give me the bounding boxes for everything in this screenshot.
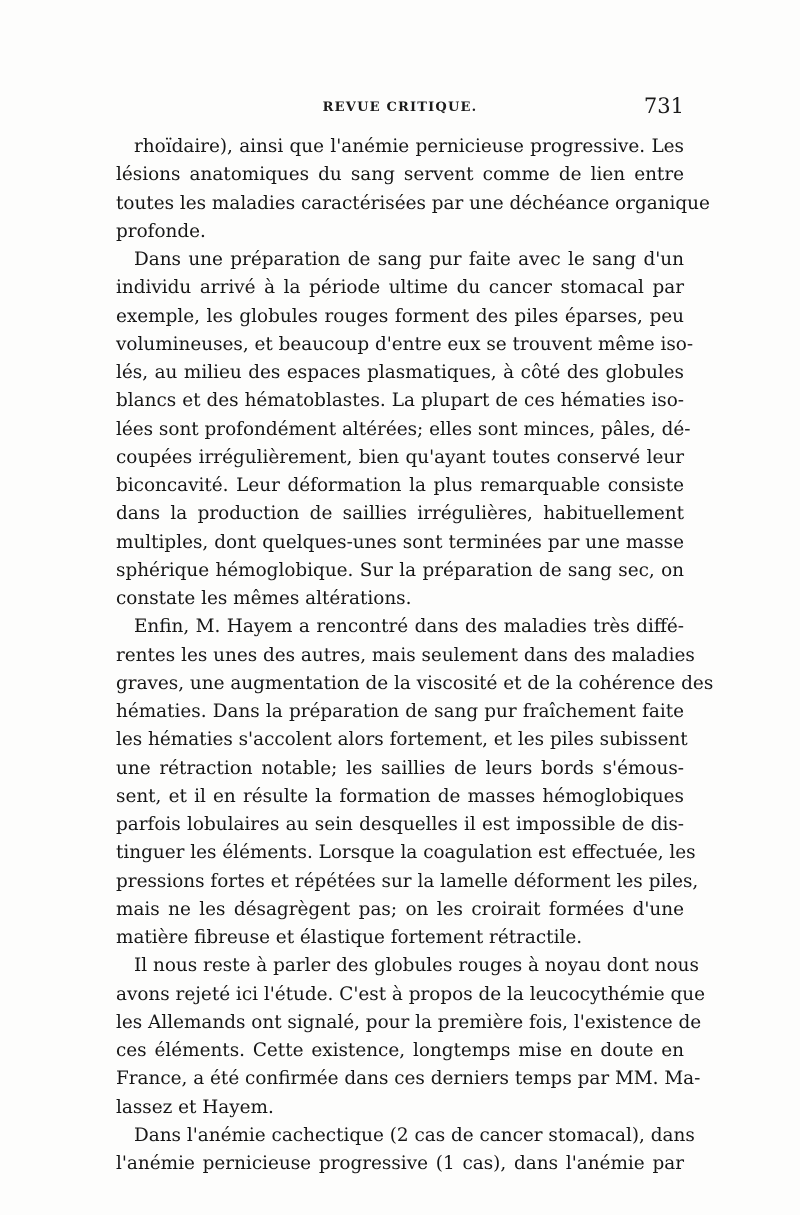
text-line: les hématies s'accolent alors fortement, et les piles subissent bbox=[116, 729, 688, 751]
text-line: lésions anatomiques du sang servent comme de lien entre bbox=[116, 164, 684, 186]
text-line: rhoïdaire), ainsi que l'anémie pernicieuse progressive. Les bbox=[134, 136, 684, 157]
text-line: matière fibreuse et élastique fortement rétractile. bbox=[116, 927, 583, 948]
running-title: REVUE CRITIQUE. bbox=[322, 100, 478, 115]
text-line: lés, au milieu des espaces plasmatiques, à côté des globules bbox=[116, 362, 684, 383]
text-line: lées sont profondément altérées; elles sont minces, pâles, dé- bbox=[116, 418, 691, 440]
text-line: les Allemands ont signalé, pour la première fois, l'existence de bbox=[116, 1011, 702, 1033]
text-line: Il nous reste à parler des globules rouges à noyau dont nous bbox=[134, 955, 699, 977]
text-line: coupées irrégulièrement, bien qu'ayant toutes conservé leur bbox=[116, 446, 684, 468]
body-text bbox=[116, 133, 714, 1178]
paragraph bbox=[116, 246, 694, 613]
text-line: multiples, dont quelques-unes sont terminées par une masse bbox=[116, 531, 684, 553]
paragraph bbox=[116, 133, 710, 246]
text-line: Dans une préparation de sang pur faite avec le sang d'un bbox=[134, 249, 684, 270]
text-line: graves, une augmentation de la viscosité et de la cohérence des bbox=[116, 672, 714, 694]
text-line: France, a été confirmée dans ces derniers temps par MM. Ma- bbox=[116, 1068, 701, 1090]
text-line: sphérique hémoglobique. Sur la préparation de sang sec, on bbox=[116, 559, 684, 581]
text-line: sent, et il en résulte la formation de masses hémoglobiques bbox=[116, 785, 684, 807]
paragraph bbox=[116, 613, 714, 952]
text-line: toutes les maladies caractérisées par une déchéance organique bbox=[116, 192, 710, 214]
text-line: Dans l'anémie cachectique (2 cas de cancer stomacal), dans bbox=[134, 1124, 695, 1146]
text-line: l'anémie pernicieuse progressive (1 cas), dans l'anémie par bbox=[116, 1153, 684, 1174]
text-line: exemple, les globules rouges forment des piles éparses, peu bbox=[116, 305, 684, 327]
text-line: dans la production de saillies irrégulières, habituellement bbox=[116, 503, 684, 525]
text-line: lassez et Hayem. bbox=[116, 1096, 274, 1118]
text-line: Enfin, M. Hayem a rencontré dans des maladies très diffé- bbox=[134, 616, 684, 638]
text-line: ces éléments. Cette existence, longtemps mise en doute en bbox=[116, 1040, 684, 1061]
text-line: blancs et des hématoblastes. La plupart de ces hématies iso- bbox=[116, 390, 684, 412]
paragraph bbox=[116, 1122, 695, 1179]
text-line: tinguer les éléments. Lorsque la coagulation est effectuée, les bbox=[116, 842, 696, 864]
text-line: profonde. bbox=[116, 220, 206, 242]
running-head bbox=[116, 94, 684, 124]
text-line: hématies. Dans la préparation de sang pur fraîchement faite bbox=[116, 701, 684, 722]
text-line: constate les mêmes altérations. bbox=[116, 588, 412, 609]
text-line: biconcavité. Leur déformation la plus remarquable consiste bbox=[116, 475, 684, 496]
text-line: avons rejeté ici l'étude. C'est à propos de la leucocythémie que bbox=[116, 983, 706, 1005]
page-number: 731 bbox=[643, 94, 684, 118]
text-line: pressions fortes et répétées sur la lamelle déforment les piles, bbox=[116, 870, 699, 892]
text-line: une rétraction notable; les saillies de leurs bords s'émous- bbox=[116, 757, 684, 779]
text-line: rentes les unes des autres, mais seulement dans des maladies bbox=[116, 644, 695, 666]
text-line: individu arrivé à la période ultime du cancer stomacal par bbox=[116, 277, 684, 299]
paragraph bbox=[116, 952, 706, 1122]
text-line: parfois lobulaires au sein desquelles il est impossible de dis- bbox=[116, 814, 684, 835]
text-line: mais ne les désagrègent pas; on les croirait formées d'une bbox=[116, 898, 684, 920]
text-line: volumineuses, et beaucoup d'entre eux se trouvent même iso- bbox=[116, 333, 694, 355]
